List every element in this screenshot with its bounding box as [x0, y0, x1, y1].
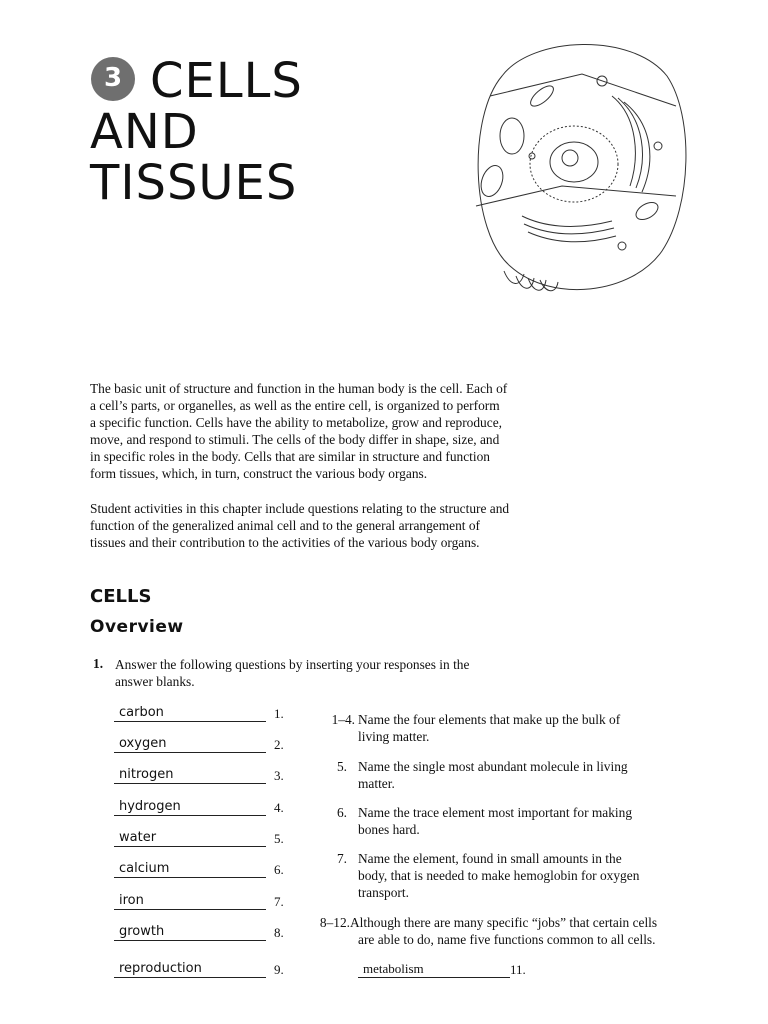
prompt-line: Name the trace element most important for making: [358, 805, 633, 820]
answer-number: 9.: [274, 962, 284, 977]
answer-blank[interactable]: [114, 891, 266, 910]
answer-number: 5.: [274, 831, 284, 846]
section-heading: CELLS: [90, 586, 152, 607]
answer-blank[interactable]: [114, 734, 266, 753]
text-line: in specific roles in the body. Cells that are similar in structure and function: [90, 449, 490, 464]
prompt-line: Name the four elements that make up the bulk of: [358, 712, 621, 727]
answer-number: 1.: [274, 706, 284, 721]
answer-blank[interactable]: [114, 828, 266, 847]
answer-number: 8.: [274, 925, 284, 940]
activities-paragraph: [90, 500, 550, 551]
text-line: Student activities in this chapter include questions relating to the structure and: [90, 501, 510, 516]
prompt-number: 7.: [336, 851, 347, 866]
answer-text: iron: [119, 893, 144, 908]
answer-number: 11.: [510, 962, 526, 977]
prompt-number: 6.: [336, 805, 347, 820]
text-line: tissues and their contribution to the activities of the various body organs.: [90, 535, 480, 550]
answer-blank[interactable]: [114, 922, 266, 941]
answer-text: growth: [119, 924, 165, 939]
prompt-line: Name the element, found in small amounts in the: [358, 851, 622, 866]
answer-text: hydrogen: [119, 799, 181, 814]
prompt-number: 1–4.: [331, 712, 355, 727]
answer-text: water: [119, 830, 157, 845]
answer-blank[interactable]: [114, 797, 266, 816]
text-line: form tissues, which, in turn, construct the various body organs.: [90, 466, 428, 481]
intro-paragraph: [90, 380, 550, 482]
answer-text: reproduction: [119, 961, 202, 976]
chapter-title-line: CELLS: [150, 53, 303, 109]
chapter-title-line: TISSUES: [90, 155, 298, 211]
answer-number: 6.: [274, 862, 284, 877]
text-line: a cell’s parts, or organelles, as well as the entire cell, is organized to perform: [90, 398, 500, 413]
prompt-line: living matter.: [358, 729, 430, 744]
subsection-heading: Overview: [90, 617, 184, 637]
text-line: a specific function. Cells have the ability to metabolize, grow and reproduce,: [90, 415, 502, 430]
chapter-title-line: AND: [90, 104, 199, 160]
answer-blank[interactable]: [114, 765, 266, 784]
question-number: 1.: [93, 656, 104, 671]
answer-number: 4.: [274, 800, 284, 815]
answer-blank[interactable]: [114, 959, 266, 978]
answer-blank[interactable]: [114, 703, 266, 722]
question-instructions: [115, 656, 515, 690]
answer-text: carbon: [119, 705, 164, 720]
text-line: answer blanks.: [115, 674, 195, 689]
prompt-number: 5.: [336, 759, 347, 774]
chapter-title: [90, 53, 303, 211]
answer-text: oxygen: [119, 736, 167, 751]
text-line: Answer the following questions by inserting your responses in the: [115, 657, 470, 672]
answer-blank[interactable]: [358, 959, 510, 978]
answer-text: metabolism: [363, 961, 424, 976]
prompt-line: Name the single most abundant molecule in living: [358, 759, 628, 774]
prompt-line: Although there are many specific “jobs” that certain cells: [350, 915, 658, 930]
answer-text: nitrogen: [119, 767, 174, 782]
answer-number: 3.: [274, 768, 284, 783]
text-line: move, and respond to stimuli. The cells of the body differ in shape, size, and: [90, 432, 500, 447]
chapter-number-badge: 3: [91, 57, 135, 101]
animal-cell-illustration: [462, 36, 690, 304]
prompt-line: body, that is needed to make hemoglobin for oxygen: [358, 868, 640, 883]
prompt-number: 8–12.: [319, 915, 350, 930]
answer-blank[interactable]: [114, 859, 266, 878]
prompt-line: bones hard.: [358, 822, 420, 837]
prompt-line: matter.: [358, 776, 395, 791]
prompt-line: are able to do, name five functions common to all cells.: [358, 932, 656, 947]
answer-text: calcium: [119, 861, 170, 876]
prompt-line: transport.: [358, 885, 409, 900]
answer-number: 7.: [274, 894, 284, 909]
text-line: The basic unit of structure and function in the human body is the cell. Each of: [90, 381, 508, 396]
answer-number: 2.: [274, 737, 284, 752]
text-line: function of the generalized animal cell and to the general arrangement of: [90, 518, 481, 533]
